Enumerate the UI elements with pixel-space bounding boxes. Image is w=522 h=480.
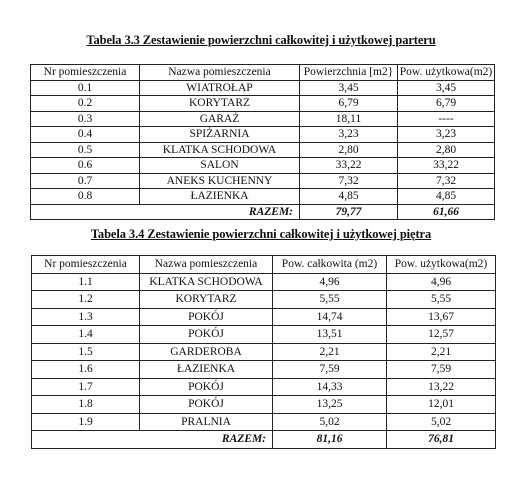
table-cell: SPIŻARNIA xyxy=(140,127,300,143)
table-row xyxy=(32,291,496,309)
column-header: Nr pomieszczenia xyxy=(31,65,140,81)
table-cell: 2,80 xyxy=(398,142,495,158)
table-cell: 1.2 xyxy=(32,291,140,309)
table-cell: KORYTARZ xyxy=(140,291,273,309)
column-header: Powierzchnia [m2} xyxy=(300,65,398,81)
table-cell: 2,80 xyxy=(300,142,398,158)
table-cell: 1.5 xyxy=(32,343,140,361)
total-row xyxy=(32,431,496,449)
table-cell: 13,22 xyxy=(387,378,496,396)
table-cell: ANEKS KUCHENNY xyxy=(140,173,300,189)
table-cell: 13,51 xyxy=(273,326,387,344)
table-cell: 2,21 xyxy=(387,343,496,361)
table-cell: 12,57 xyxy=(387,326,496,344)
table-cell: 1.1 xyxy=(32,273,140,291)
table-cell: 4,85 xyxy=(300,189,398,205)
table-cell: 3,23 xyxy=(398,127,495,143)
table-row xyxy=(31,142,495,158)
total-usable-value: 76,81 xyxy=(387,431,496,449)
table-cell: 1.4 xyxy=(32,326,140,344)
table-cell: KLATKA SCHODOWA xyxy=(140,142,300,158)
table-row xyxy=(31,173,495,189)
table-cell: 5,02 xyxy=(273,413,387,431)
table-cell: 18,11 xyxy=(300,111,398,127)
table-cell: 7,32 xyxy=(300,173,398,189)
table-cell: 0.1 xyxy=(31,80,140,96)
table-cell: POKÓJ xyxy=(140,326,273,344)
table-row xyxy=(31,189,495,205)
table-cell: 3,45 xyxy=(300,80,398,96)
table-row xyxy=(32,378,496,396)
table-cell: 0.5 xyxy=(31,142,140,158)
table-row xyxy=(31,158,495,174)
table-cell: 7,59 xyxy=(273,361,387,379)
table-row xyxy=(31,80,495,96)
table-cell: 1.8 xyxy=(32,396,140,414)
table-cell: 6,79 xyxy=(300,96,398,112)
table-cell: PRALNIA xyxy=(140,413,273,431)
table-cell: KLATKA SCHODOWA xyxy=(140,273,273,291)
table-cell: ŁAZIENKA xyxy=(140,361,273,379)
table-cell: 5,02 xyxy=(387,413,496,431)
table-cell: KORYTARZ xyxy=(140,96,300,112)
upper-floor-area-table xyxy=(31,255,496,449)
table-row xyxy=(31,96,495,112)
table-cell: 6,79 xyxy=(398,96,495,112)
table-cell: 0.4 xyxy=(31,127,140,143)
table-cell: 4,85 xyxy=(398,189,495,205)
table-cell: POKÓJ xyxy=(140,308,273,326)
table-row xyxy=(32,343,496,361)
table-cell: 0.7 xyxy=(31,173,140,189)
table-cell: 4,96 xyxy=(273,273,387,291)
table-caption: Tabela 3.4 Zestawienie powierzchni całkowitej i użytkowej piętra xyxy=(90,227,432,241)
table-cell: 33,22 xyxy=(300,158,398,174)
table-cell: 14,33 xyxy=(273,378,387,396)
table-cell: 5,55 xyxy=(273,291,387,309)
table-row xyxy=(32,413,496,431)
table-row xyxy=(32,326,496,344)
table-cell: 5,55 xyxy=(387,291,496,309)
table-cell: 13,67 xyxy=(387,308,496,326)
table-cell: 3,23 xyxy=(300,127,398,143)
table-cell: POKÓJ xyxy=(140,396,273,414)
table-cell: 1.6 xyxy=(32,361,140,379)
table-cell: 0.8 xyxy=(31,189,140,205)
table-cell: WIATROŁAP xyxy=(140,80,300,96)
table-cell: 4,96 xyxy=(387,273,496,291)
table-cell: ŁAZIENKA xyxy=(140,189,300,205)
table-cell: 1.9 xyxy=(32,413,140,431)
column-header: Nazwa pomieszczenia xyxy=(140,65,300,81)
table-cell: GARDEROBA xyxy=(140,343,273,361)
column-header: Pow. użytkowa(m2) xyxy=(387,256,496,274)
table-row xyxy=(32,273,496,291)
table-cell: POKÓJ xyxy=(140,378,273,396)
table-cell: 3,45 xyxy=(398,80,495,96)
table-header-row xyxy=(31,65,495,81)
table-cell: 0.2 xyxy=(31,96,140,112)
column-header: Nr pomieszczenia xyxy=(32,256,140,274)
column-header: Nazwa pomieszczenia xyxy=(140,256,273,274)
total-label: RAZEM: xyxy=(140,431,273,449)
column-header: Pow. całkowita (m2) xyxy=(273,256,387,274)
table-row xyxy=(32,361,496,379)
table-cell: 2,21 xyxy=(273,343,387,361)
total-row xyxy=(31,204,495,220)
table-cell: 7,59 xyxy=(387,361,496,379)
table-row xyxy=(32,308,496,326)
column-header: Pow. użytkowa(m2) xyxy=(398,65,495,81)
table-cell: 0.3 xyxy=(31,111,140,127)
ground-floor-area-table xyxy=(30,64,495,220)
table-cell: 14,74 xyxy=(273,308,387,326)
table-cell: 33,22 xyxy=(398,158,495,174)
table-cell: 1.7 xyxy=(32,378,140,396)
table-cell: 13,25 xyxy=(273,396,387,414)
table-header-row xyxy=(32,256,496,274)
total-area-value: 81,16 xyxy=(273,431,387,449)
table-row xyxy=(31,111,495,127)
table-cell: 1.3 xyxy=(32,308,140,326)
total-area-value: 79,77 xyxy=(300,204,398,220)
total-label: RAZEM: xyxy=(140,204,300,220)
total-row-spacer xyxy=(32,431,140,449)
table-cell: 0.6 xyxy=(31,158,140,174)
table-cell: 7,32 xyxy=(398,173,495,189)
total-usable-value: 61,66 xyxy=(398,204,495,220)
table-caption: Tabela 3.3 Zestawienie powierzchni całkowitej i użytkowej parteru xyxy=(86,33,436,47)
table-cell: SALON xyxy=(140,158,300,174)
table-row xyxy=(32,396,496,414)
table-row xyxy=(31,127,495,143)
total-row-spacer xyxy=(31,204,140,220)
table-cell: 12,01 xyxy=(387,396,496,414)
table-cell: GARAŻ xyxy=(140,111,300,127)
table-cell: ---- xyxy=(398,111,495,127)
